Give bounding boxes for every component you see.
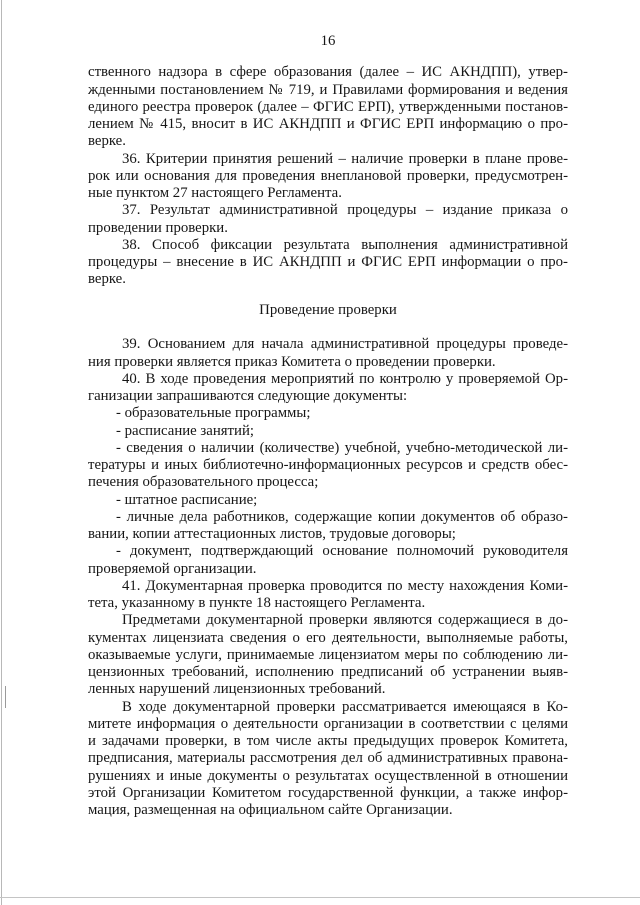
text-line: ные пунктом 27 настоящего Регламента.	[88, 185, 342, 202]
section-heading: Проведение проверки	[259, 302, 397, 319]
list-item	[88, 492, 568, 509]
text-line: - сведения о наличии (количестве) учебной, учебно-методической ли-	[116, 439, 568, 456]
text-line: лением № 415, вносит в ИС АКНДПП и ФГИС ЕРП информацию о про-	[88, 116, 568, 133]
text-line: - личные дела работников, содержащие копии документов об образо-	[116, 508, 568, 525]
paragraph-37	[88, 202, 568, 237]
text-line: и задачами проверки, в том числе акты предыдущих проверок Комитета,	[88, 733, 568, 750]
paragraph-subject-of-inspection	[88, 612, 568, 698]
text-line: ния проверки является приказ Комитета о проведении проверки.	[88, 353, 496, 370]
text-line: 41. Документарная проверка проводится по месту нахождения Коми-	[122, 577, 568, 594]
page-number: 16	[320, 33, 336, 49]
paragraph-39	[88, 336, 568, 371]
text-line: процедуры – внесение в ИС АКНДПП и ФГИС ЕРП информации о про-	[88, 254, 568, 271]
text-line: - расписание занятий;	[116, 422, 254, 439]
text-line: 37. Результат административной процедуры – издание приказа о	[122, 202, 568, 219]
text-line: - образовательные программы;	[116, 405, 311, 422]
text-line: единого реестра проверок (далее – ФГИС ЕРП), утвержденными постанов-	[88, 98, 568, 115]
text-line: ганизации запрашиваются следующие документы:	[88, 388, 408, 405]
text-line: - документ, подтверждающий основание полномочий руководителя	[116, 543, 568, 560]
text-line: тературы и иных библиотечно-информационных ресурсов и средств обес-	[88, 457, 568, 474]
text-line: кументах лицензиата сведения о его деятельности, выполняемые работы,	[88, 629, 568, 646]
paragraph-continuation	[88, 64, 568, 150]
list-item	[88, 423, 568, 440]
text-line: рок или основания для проведения внеплановой проверки, предусмотрен-	[88, 167, 568, 184]
paragraph-41	[88, 578, 568, 613]
list-item	[88, 440, 568, 492]
text-line: проверяемой организации.	[88, 560, 257, 577]
list-item	[88, 509, 568, 544]
text-line: вании, копии аттестационных листов, трудовые договоры;	[88, 526, 456, 543]
text-line: В ходе документарной проверки рассматривается имеющаяся в Ко-	[122, 698, 568, 715]
text-line: тета, указанному в пункте 18 настоящего Регламента.	[88, 595, 426, 612]
scan-edge-left	[1, 0, 2, 905]
text-line: оказываемые услуги, принимаемые лицензиатом меры по соблюдению ли-	[88, 646, 568, 663]
text-line: этой Организации Комитетом государственной функции, а также инфор-	[88, 784, 568, 801]
text-line: Предметами документарной проверки являются содержащиеся в до-	[122, 612, 568, 629]
text-line: мация, размещенная на официальном сайте Организации.	[88, 802, 453, 819]
text-line: - штатное расписание;	[116, 491, 258, 508]
document-list	[88, 405, 568, 578]
scan-mark	[5, 686, 6, 708]
paragraph-36	[88, 151, 568, 203]
text-line: 36. Критерии принятия решений – наличие проверки в плане прове-	[122, 150, 568, 167]
text-line: 38. Способ фиксации результата выполнения административной	[122, 236, 568, 253]
text-line: жденными постановлением № 719, и Правилами формирования и ведения	[88, 81, 568, 98]
paragraph-38	[88, 237, 568, 289]
text-line: печения образовательного процесса;	[88, 474, 319, 491]
text-line: верке.	[88, 133, 126, 150]
paragraph-40	[88, 371, 568, 578]
text-line: 39. Основанием для начала административной процедуры проведе-	[122, 336, 568, 353]
text-block	[88, 64, 568, 819]
text-line: проведении проверки.	[88, 219, 228, 236]
text-line: цензионных требований, исполнению предписаний об устранении выяв-	[88, 664, 568, 681]
scan-edge-bottom	[0, 897, 640, 898]
text-line: верке.	[88, 271, 126, 288]
text-line: ственного надзора в сфере образования (далее – ИС АКНДПП), утвер-	[88, 64, 568, 81]
list-item	[88, 405, 568, 422]
paragraph-inspection-review	[88, 699, 568, 820]
text-line: предписания, материалы рассмотрения дел об административных правона-	[88, 750, 568, 767]
list-item	[88, 543, 568, 578]
text-line: рушениях и иные документы о результатах осуществленной в отношении	[88, 767, 568, 784]
text-line: митете информация о деятельности организации в соответствии с целями	[88, 715, 568, 732]
text-line: ленных нарушений лицензионных требований.	[88, 681, 386, 698]
text-line: 40. В ходе проведения мероприятий по контролю у проверяемой Ор-	[122, 370, 568, 387]
